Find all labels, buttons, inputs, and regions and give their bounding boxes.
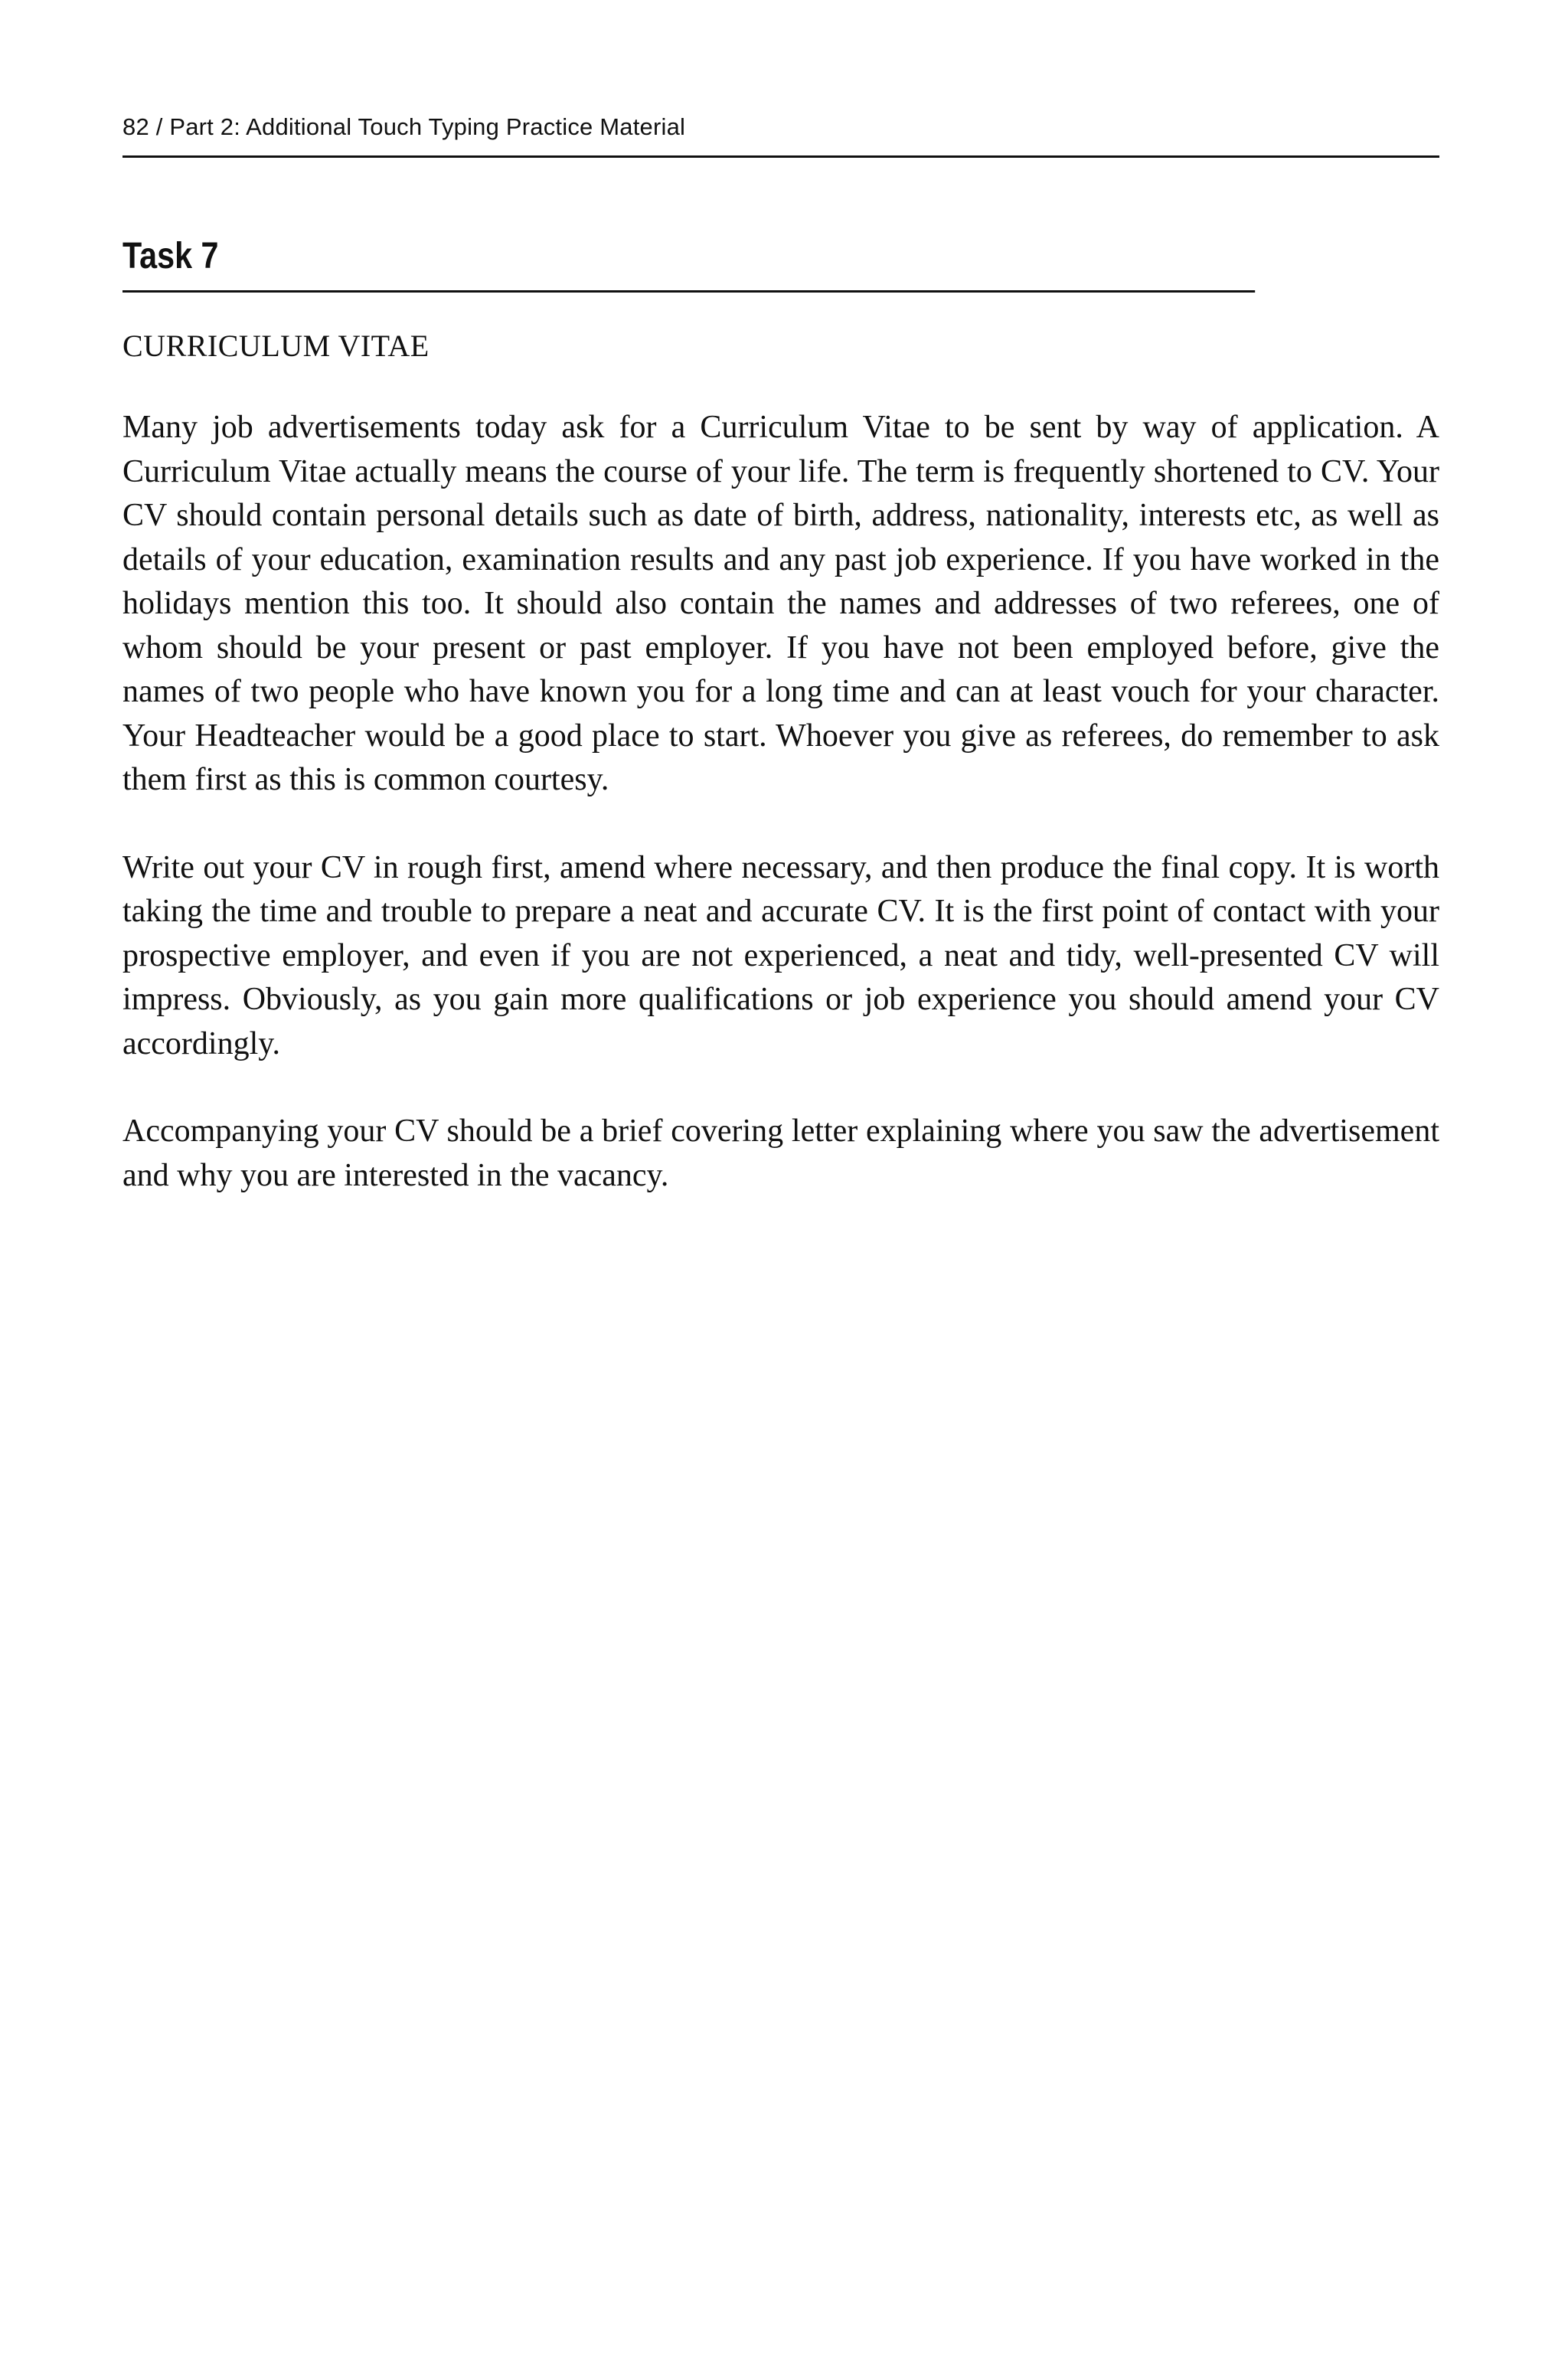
section-heading: CURRICULUM VITAE (122, 329, 430, 363)
document-page (122, 115, 1439, 1198)
task-title: Task 7 (122, 238, 1255, 293)
paragraph-covering-letter: Accompanying your CV should be a brief covering letter explaining where you saw the advertisement and why you are interested in the vacancy. (122, 1114, 1439, 1193)
running-header: 82 / Part 2: Additional Touch Typing Practice Material (122, 115, 1439, 158)
paragraph-cv-intro: Many job advertisements today ask for a Curriculum Vitae to be sent by way of application. A Curriculum Vitae actually means the course of your life. The term is frequently shortened to CV. Your CV should contain personal details such as date of birth, address, nationality, interests etc, as well as details of your education, examination results and any past job experience. If you have worked in the holidays mention this too. It should also contain the names and addresses of two referees, one of whom should be your present or past employer. If you have not been employed before, give the names of two people who have known you for a long time and can at least vouch for your character. Your Headteacher would be a good place to start. Whoever you give as referees, do remember to ask them first as this is common courtesy. (122, 410, 1439, 797)
paragraph-cv-writing: Write out your CV in rough first, amend where necessary, and then produce the final copy. It is worth taking the time and trouble to prepare a neat and accurate CV. It is the first point of contact with your prospective employer, and even if you are not experienced, a neat and tidy, well-presented CV will impress. Obviously, as you gain more qualifications or job experience you should amend your CV accordingly. (122, 849, 1439, 1061)
